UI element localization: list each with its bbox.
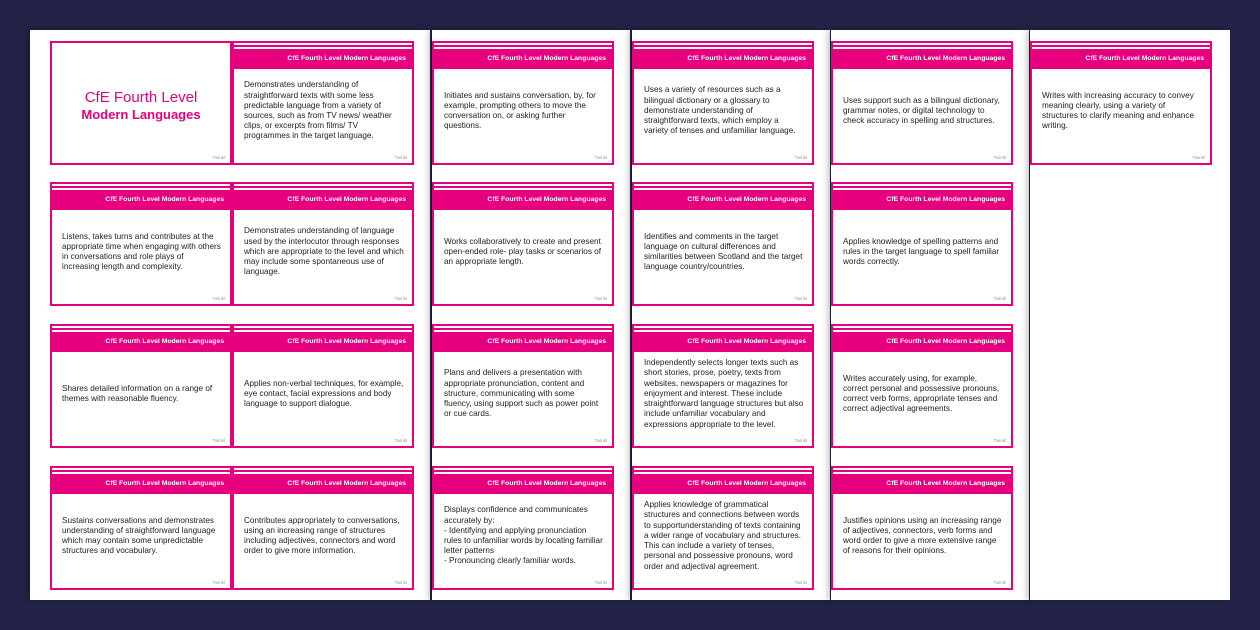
card-header: CfE Fourth Level Modern Languages [434, 332, 612, 352]
brand-mark: Twinkl [594, 296, 607, 301]
title-line-1: CfE Fourth Level [84, 89, 198, 106]
card-top-rule [434, 186, 612, 188]
card-header: CfE Fourth Level Modern Languages [833, 332, 1011, 352]
card-statement: Justifies opinions using an increasing range of adjectives, connectors, verb forms and word order to give a more extensive range of reasons for their opinions. [843, 515, 1002, 556]
outcome-card [632, 182, 814, 306]
brand-mark: Twinkl [394, 438, 407, 443]
card-header: CfE Fourth Level Modern Languages [52, 474, 230, 494]
card-text [244, 354, 404, 434]
brand-mark: Twinkl [794, 580, 807, 585]
outcome-card [831, 182, 1013, 306]
card-text [1042, 71, 1202, 151]
card-header: CfE Fourth Level Modern Languages [234, 190, 412, 210]
card-text [244, 496, 404, 576]
card-statement: Demonstrates understanding of language used by the interlocutor through responses which are appropriate to the level and which may include some spontaneous use of language. [244, 226, 404, 277]
card-top-rule [234, 470, 412, 472]
card-statement: Works collaboratively to create and present open-ended role- play tasks or scenarios of an appropriate length. [444, 236, 602, 267]
card-text [843, 354, 1003, 434]
brand-mark: Twinkl [993, 580, 1006, 585]
card-statement: Sustains conversations and demonstrates understanding of straightforward language which may contain some unpredictable structures and vocabulary. [62, 515, 216, 556]
outcome-card [1030, 41, 1212, 165]
card-top-rule [234, 328, 412, 330]
brand-mark: Twinkl [212, 296, 225, 301]
card-header: CfE Fourth Level Modern Languages [634, 332, 812, 352]
card-statement: Contributes appropriately to conversations, using an increasing range of structures including adjectives, connectors and word order to give more information. [244, 515, 400, 556]
card-header: CfE Fourth Level Modern Languages [434, 474, 612, 494]
card-top-rule [833, 328, 1011, 330]
card-statement: Writes with increasing accuracy to convey meaning clearly, using a variety of structures to clarify meaning and enhance writing. [1042, 90, 1195, 131]
card-text [62, 212, 222, 292]
card-top-rule [1032, 45, 1210, 47]
outcome-card [232, 466, 414, 590]
card-statement: Shares detailed information on a range of themes with reasonable fluency. [62, 383, 213, 403]
card-top-rule [434, 328, 612, 330]
brand-mark: Twinkl [993, 296, 1006, 301]
outcome-card [432, 466, 614, 590]
card-statement: Independently selects longer texts such as short stories, prose, poetry, texts from websites, newspapers or magazines for enjoyment and interest. These include straightforward language structures but also include unfamiliar vocabulary and expressions appropriate to the level. [644, 358, 804, 429]
outcome-card [432, 324, 614, 448]
brand-mark: Twinkl [212, 580, 225, 585]
card-header: CfE Fourth Level Modern Languages [234, 474, 412, 494]
card-top-rule [52, 186, 230, 188]
card-text [843, 496, 1003, 576]
brand-mark: Twinkl [212, 438, 225, 443]
card-text [444, 354, 604, 434]
card-statement: Applies knowledge of spelling patterns and rules in the target language to spell familiar words correctly. [843, 236, 1000, 267]
outcome-card [50, 182, 232, 306]
card-top-rule [634, 186, 812, 188]
card-header: CfE Fourth Level Modern Languages [1032, 49, 1210, 69]
card-top-rule [434, 470, 612, 472]
brand-mark: Twinkl [1192, 155, 1205, 160]
card-text [843, 212, 1003, 292]
card-top-rule [634, 328, 812, 330]
card-top-rule [434, 45, 612, 47]
card-top-rule [634, 470, 812, 472]
card-header: CfE Fourth Level Modern Languages [634, 474, 812, 494]
brand-mark: Twinkl [794, 438, 807, 443]
brand-mark: Twinkl [394, 296, 407, 301]
card-text [62, 496, 222, 576]
card-header: CfE Fourth Level Modern Languages [634, 49, 812, 69]
outcome-card [831, 324, 1013, 448]
brand-mark: Twinkl [993, 438, 1006, 443]
card-statement: Identifies and comments in the target language on cultural differences and similarities between Scotland and the target language country/countries. [644, 231, 803, 272]
card-statement: Uses a variety of resources such as a bilingual dictionary or a glossary to demonstrate understanding of straightforward texts, which employ a variety of tenses and unfamiliar language. [644, 85, 796, 136]
brand-mark: Twinkl [794, 296, 807, 301]
brand-mark: Twinkl [594, 580, 607, 585]
brand-mark: Twinkl [394, 580, 407, 585]
brand-mark: Twinkl [993, 155, 1006, 160]
card-text [644, 354, 804, 434]
card-text [444, 496, 604, 576]
title-line-2: Modern Languages [81, 107, 201, 122]
card-text [244, 212, 404, 292]
outcome-card [432, 182, 614, 306]
brand-mark: Twinkl [594, 438, 607, 443]
card-top-rule [234, 186, 412, 188]
card-top-rule [52, 328, 230, 330]
card-statement: Uses support such as a bilingual dictionary, grammar notes, or digital technology to check accuracy in spelling and structures. [843, 95, 1000, 126]
card-top-rule [52, 470, 230, 472]
card-top-rule [234, 45, 412, 47]
card-header: CfE Fourth Level Modern Languages [833, 190, 1011, 210]
card-header: CfE Fourth Level Modern Languages [234, 332, 412, 352]
card-text [644, 496, 804, 576]
outcome-card [831, 466, 1013, 590]
card-statement: Applies knowledge of grammatical structures and connections between words to supportunderstanding of texts containing a wider range of vocabulary and structures. This can include a variety of tenses, personal and possessive pronouns, word order and adjectival agreement. [644, 500, 802, 571]
outcome-card [632, 324, 814, 448]
card-text [644, 212, 804, 292]
card-header: CfE Fourth Level Modern Languages [52, 332, 230, 352]
card-statement: Applies non-verbal techniques, for example, eye contact, facial expressions and body language to support dialogue. [244, 378, 404, 409]
card-header: CfE Fourth Level Modern Languages [52, 190, 230, 210]
card-text [843, 71, 1003, 151]
outcome-card [232, 324, 414, 448]
outcome-card [50, 324, 232, 448]
title-card [50, 41, 232, 165]
card-header: CfE Fourth Level Modern Languages [634, 190, 812, 210]
card-text [244, 71, 404, 151]
card-statement: Writes accurately using, for example, correct personal and possessive pronouns, correct verb forms, appropriate tenses and correct adjectival agreements. [843, 373, 1000, 414]
card-statement: Plans and delivers a presentation with appropriate pronunciation, content and structure, communicating with some fluency, using support such as power point or cue cards. [444, 368, 599, 419]
card-top-rule [833, 45, 1011, 47]
card-header: CfE Fourth Level Modern Languages [234, 49, 412, 69]
card-statement: Listens, takes turns and contributes at the appropriate time when engaging with others in conversations and role plays of increasing length and complexity. [62, 231, 221, 272]
card-top-rule [833, 470, 1011, 472]
brand-mark: Twinkl [794, 155, 807, 160]
outcome-card [632, 41, 814, 165]
card-text [444, 71, 604, 151]
card-text [444, 212, 604, 292]
card-header: CfE Fourth Level Modern Languages [434, 49, 612, 69]
outcome-card [831, 41, 1013, 165]
card-top-rule [833, 186, 1011, 188]
card-statement: Demonstrates understanding of straightforward texts with some less predictable language from a variety of sources, such as from TV news/ weather clips, or excerpts from films/ TV programmes in the target language. [244, 80, 392, 141]
outcome-card [432, 41, 614, 165]
outcome-card [50, 466, 232, 590]
card-text [644, 71, 804, 151]
outcome-card [632, 466, 814, 590]
brand-mark: Twinkl [594, 155, 607, 160]
card-text [62, 354, 222, 434]
card-header: CfE Fourth Level Modern Languages [434, 190, 612, 210]
card-statement: Displays confidence and communicates accurately by: - Identifying and applying pronunciation rules to unfamiliar words by locating familiar letter patterns - Pronouncing clearly familiar words. [444, 505, 603, 566]
outcome-card [232, 41, 414, 165]
card-top-rule [634, 45, 812, 47]
brand-mark: Twinkl [212, 155, 225, 160]
outcome-card [232, 182, 414, 306]
card-header: CfE Fourth Level Modern Languages [833, 474, 1011, 494]
card-header: CfE Fourth Level Modern Languages [833, 49, 1011, 69]
brand-mark: Twinkl [394, 155, 407, 160]
card-statement: Initiates and sustains conversation, by, for example, prompting others to move the conversation on, or asking further questions. [444, 90, 596, 131]
